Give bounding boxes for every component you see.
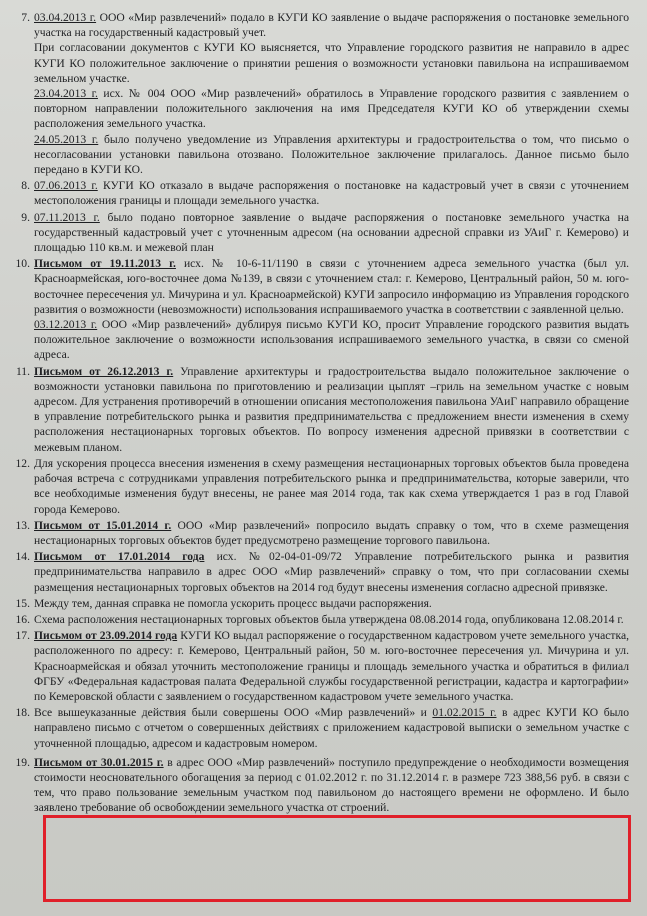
item-17: 17. Письмом от 23.09.2014 года КУГИ КО выдал распоряжение о государственном кадастровом учете земельного участка, расположенного по адресу: г. Кемерово, Центральный район, 50 м. юго-восточнее пересечения ул. Мичурина и ул. Красноармейская и обязал уточнить местоположение границы и площадь земельного участка и обратиться в филиал ФГБУ «Федеральная кадастровая палата Федеральной службы государственной регистрации, кадастра и картографии» по Кемеровской области с заявлением о государственном кадастровом учете земельного участка. xyxy=(15,629,629,703)
item-10: 10. Письмом от 19.11.2013 г. исх. № 10-6-11/1190 в связи с уточнением адреса земельного участка (был ул. Красноармейская, юго-восточнее дома №139, в связи с уточнением стал: г. Кемерово, Центральный район, 50 м. юго-восточнее пересечения ул. Мичурина и ул. Красноармейской) КУГИ запросило информацию из Управления городского развития о возможности (невозможности) использования испрашиваемого участка в соответствии с заявленной целью. 03.12.2013 г. ООО «Мир развлечений» дублируя письмо КУГИ КО, просит Управление городского развития выдать положительное заключение о возможности использования испрашиваемого земельного участка, в связи со сменой адреса. xyxy=(15,257,630,362)
item-18: 18. Все вышеуказанные действия были совершены ООО «Мир развлечений» и 01.02.2015 г. в адрес КУГИ КО было направлено письмо с отчетом о совершенных действиях с приложением кадастровой выписки о земельном участке с уточненной площадью, адресом и кадастровым номером. xyxy=(15,706,630,750)
item-date: 03.04.2013 г. xyxy=(34,11,97,24)
item-7-sub-1: При согласовании документов с КУГИ КО выясняется, что Управление городского развития не направило в адрес КУГИ КО положительное заключение о принятии решения о возможности установки павильона на испрашиваемом земельном участке. xyxy=(34,41,629,85)
item-14: 14. Письмом от 17.01.2014 года исх. №02-04-01-09/72 Управление потребительского рынка и развития предпринимательства направило в адрес ООО «Мир развлечений» справку о том, что при согласовании схемы размещения нестационарных торговых объектов на 2014 год будут внесены изменения согласно адресной привязке. xyxy=(15,550,630,594)
item-13: 13. Письмом от 15.01.2014 г. ООО «Мир развлечений» попросило выдать справку о том, что в схеме размещения нестационарных торговых объектов будет предусмотрено размещение торгового павильона. xyxy=(15,518,629,547)
item-number: 7. xyxy=(21,11,30,24)
item-12: 12. Для ускорения процесса внесения изменения в схему размещения нестационарных торговых объектов была проведена рабочая встреча с сотрудниками управления потребительского рынка и предпринимательства, которые заверили, что все необходимые изменения будут внесены, не ранее мая 2014 года, так как схема утверждается 1 раз в год Главой города Кемерово. xyxy=(15,456,629,516)
item-10-sub-1: 03.12.2013 г. ООО «Мир развлечений» дублируя письмо КУГИ КО, просит Управление городского развития выдать положительное заключение о возможности использования испрашиваемого земельного участка, в связи со сменой адреса. xyxy=(34,318,630,362)
item-11: 11. Письмом от 26.12.2013 г. Управление архитектуры и градостроительства выдало положительное заключение о возможности установки павильона по приготовлению и реализации цыплят –гриль на земельном участке с новым адресом. Для устранения противоречий в отношении описания местоположения павильона УАиГ направило обращение в управление потребительского рынка и развития предпринимательства с предложением внести изменения в схему расположения нестационарных торговых объектов. По вопросу изменения адресной привязки в соответствии с межевым планом. xyxy=(15,364,629,454)
item-8: 8. 07.06.2013 г. КУГИ КО отказало в выдаче распоряжения о постановке на кадастровый учет в связи с уточнением местоположения границы и площади земельного участка. xyxy=(21,179,629,208)
item-9: 9. 07.11.2013 г. было подано повторное заявление о выдаче распоряжения о постановке земельного участка на государственный кадастровый учет с уточненным адресом (на основании адресной справки из УАиГ г. Кемерово) и площадью 110 кв.м. и межевой план xyxy=(21,210,629,255)
highlight-box xyxy=(43,815,631,902)
item-text: ООО «Мир развлечений» подало в КУГИ КО заявление о выдаче распоряжения о постановке земельного участка на государственный кадастровый учет. xyxy=(34,11,629,40)
item-15: 15. Между тем, данная справка не помогла ускорить процесс выдачи распоряжения. xyxy=(15,596,432,610)
item-19: 19. Письмом от 30.01.2015 г. в адрес ООО «Мир развлечений» поступило предупреждение о необходимости возмещения стоимости неосновательного обогащения за период с 01.02.2012 г. по 31.12.2014 г. в размере 723 388,56 руб. в связи с тем, что право пользование земельным участком под павильоном до настоящего времени не оформлено. И было заявлено требование об освобождении земельного участка от строений. xyxy=(15,755,629,815)
item-7-sub-2: 23.04.2013 г. исх. № 004 ООО «Мир развлечений» обратилось в Управление городского развития с заявлением о повторном направлении положительного заключения на имя Председателя КУГИ КО об утверждении схемы расположения земельного участка. xyxy=(34,87,629,131)
item-7-sub-3: 24.05.2013 г. было получено уведомление из Управления архитектуры и градостроительства о том, что письмо о несогласовании установки павильона отозвано. Положительное заключение прилагалось. Данное письмо было передано в КУГИ КО. xyxy=(34,132,629,177)
item-7 xyxy=(21,10,629,177)
item-16: 16. Схема расположения нестационарных торговых объектов была утверждена 08.08.2014 года, опубликована 12.08.2014 г. xyxy=(15,612,624,626)
